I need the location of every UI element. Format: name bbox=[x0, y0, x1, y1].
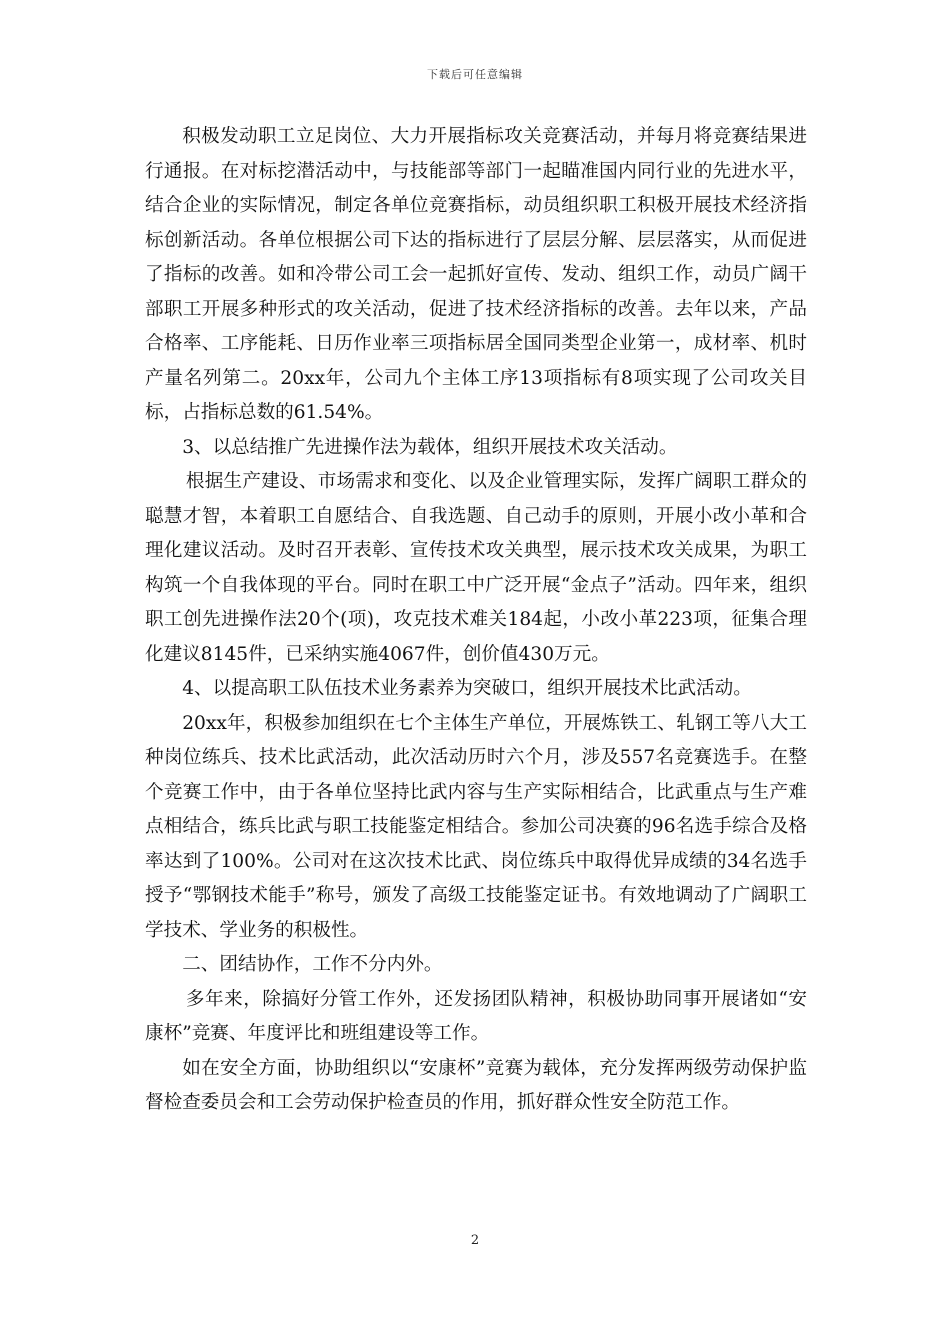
paragraph-innovation-activities: 根据生产建设、市场需求和变化、以及企业管理实际，发挥广阔职工群众的聪慧才智，本着职工自愿结合、自我选题、自己动手的原则，开展小改小革和合理化建议活动。及时召开表彰、宣传技术攻关典型，展示技术攻关成果，为职工构筑一个自我体现的平台。同时在职工中广泛开展“金点子”活动。四年来，组织职工创先进操作法20个(项)，攻克技术难关184起，小改小革223项，征集合理化建议8145件，已采纳实施4067件，创价值430万元。 bbox=[145, 471, 807, 665]
page-number: 2 bbox=[470, 1233, 480, 1248]
paragraph-indicator-competition: 积极发动职工立足岗位、大力开展指标攻关竞赛活动，并每月将竞赛结果进行通报。在对标挖潜活动中，与技能部等部门一起瞄准国内同行业的先进水平，结合企业的实际情况，制定各单位竞赛指标，动员组织职工积极开展技术经济指标创新活动。各单位根据公司下达的指标进行了层层分解、层层落实，从而促进了指标的改善。如和冷带公司工会一起抓好宣传、发动、组织工作，动员广阔干部职工开展多种形式的攻关活动，促进了技术经济指标的改善。去年以来，产品合格率、工序能耗、日历作业率三项指标居全国同类型企业第一，成材率、机时产量名列第二。20xx年，公司九个主体工序13项指标有8项实现了公司攻关目标，占指标总数的61.54%。 bbox=[145, 126, 807, 423]
paragraph-safety: 如在安全方面，协助组织以“安康杯”竞赛为载体，充分发挥两级劳动保护监督检查委员会和工会劳动保护检查员的作用，抓好群众性安全防范工作。 bbox=[145, 1057, 807, 1113]
paragraph-section-two-heading: 二、团结协作，工作不分内外。 bbox=[182, 954, 443, 975]
page-header: 下载后可任意编辑 bbox=[427, 68, 523, 81]
paragraph-skills-competition: 20xx年，积极参加组织在七个主体生产单位，开展炼铁工、轧钢工等八大工种岗位练兵、技术比武活动，此次活动历时六个月，涉及557名竞赛选手。在整个竞赛工作中，由于各单位坚持比武内容与生产实际相结合，比武重点与生产难点相结合，练兵比武与职工技能鉴定相结合。参加公司决赛的96名选手综合及格率达到了100%。公司对在这次技术比武、岗位练兵中取得优异成绩的34名选手授予“鄂钢技术能手”称号，颁发了高级工技能鉴定证书。有效地调动了广阔职工学技术、学业务的积极性。 bbox=[145, 712, 807, 941]
paragraph-teamwork: 多年来，除搞好分管工作外，还发扬团队精神，积极协助同事开展诸如“安康杯”竞赛、年度评比和班组建设等工作。 bbox=[145, 988, 807, 1044]
document-body bbox=[145, 120, 807, 1121]
paragraph-heading-4: 4、以提高职工队伍技术业务素养为突破口，组织开展技术比武活动。 bbox=[182, 678, 752, 699]
paragraph-heading-3: 3、以总结推广先进操作法为载体，组织开展技术攻关活动。 bbox=[182, 436, 678, 458]
